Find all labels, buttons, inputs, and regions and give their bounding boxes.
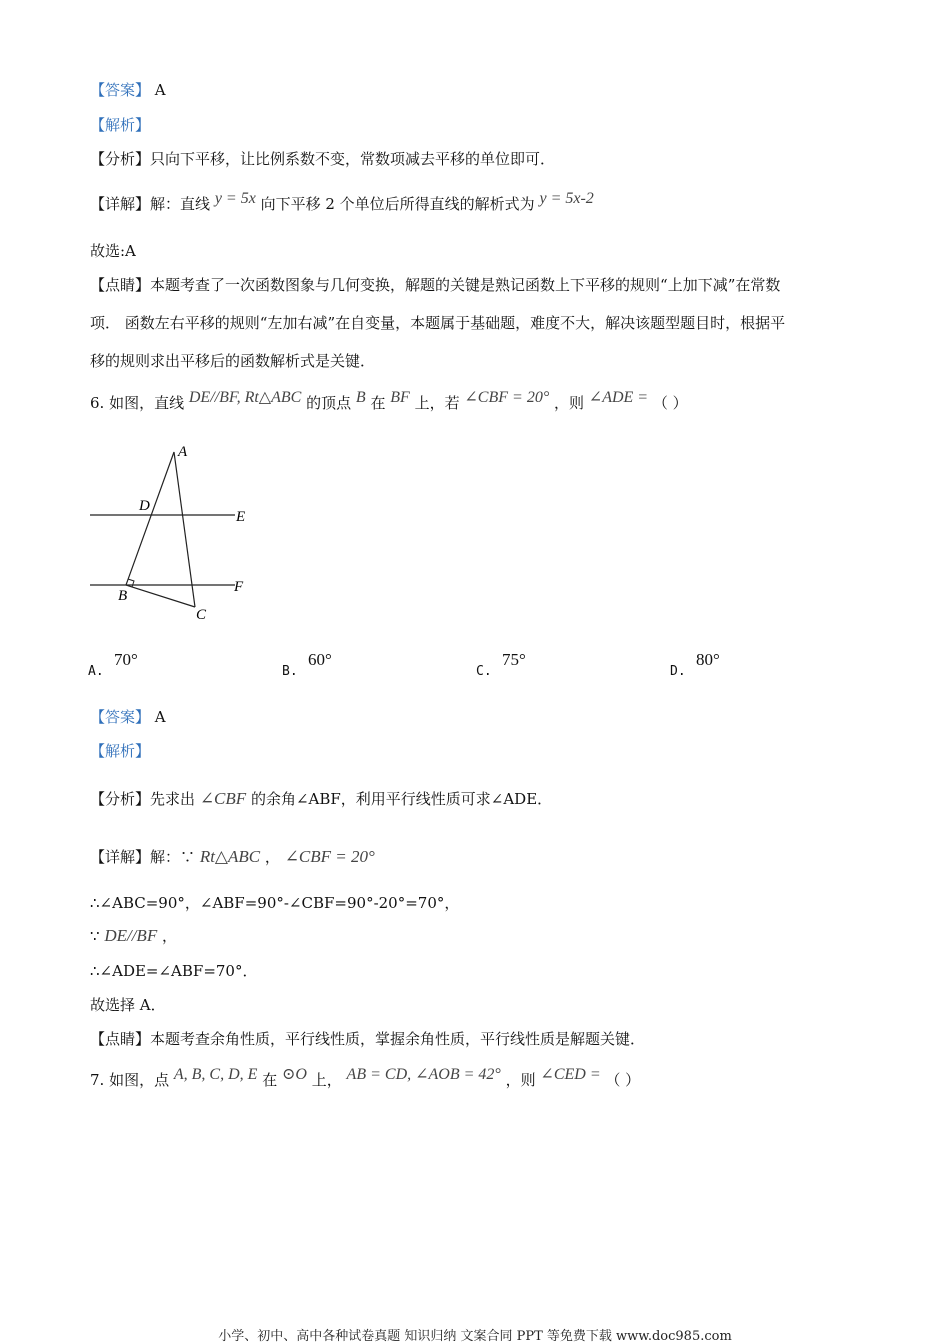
comment-text-3: 移的规则求出平移后的函数解析式是关键． <box>90 352 376 370</box>
label-e: E <box>236 509 246 525</box>
detail-expr-2b: ∠CBF = 20° <box>284 847 375 866</box>
option-b-label: B. <box>282 664 298 679</box>
analysis-line-2 <box>90 741 150 761</box>
detail-text-2b: ， <box>264 848 280 866</box>
label-c: C <box>196 607 207 623</box>
choose-line-2 <box>90 995 166 1015</box>
detail-text-a: 解：直线 <box>150 195 211 213</box>
q7-text-3: ，则 <box>505 1071 536 1089</box>
detail-tag: 【详解】 <box>90 195 151 213</box>
question-6 <box>90 389 688 414</box>
detail-line-2 <box>90 847 375 867</box>
answer-tag-2: 【答案】 <box>90 708 151 726</box>
detail-line-1 <box>90 190 594 215</box>
detail-text-b: 向下平移 2 个单位后所得直线的解析式为 <box>260 195 535 213</box>
q6-text-5: （ ） <box>652 394 688 412</box>
detail-tag-2: 【详解】 <box>90 848 151 866</box>
expr-y5x-2: y = 5x-2 <box>539 190 594 207</box>
q7-number: 7. 如图，点 <box>90 1071 170 1089</box>
expr-y5x: y = 5x <box>214 190 256 207</box>
q7-text-4: （ ） <box>605 1071 641 1089</box>
option-b-value: 60° <box>308 650 332 669</box>
segment-bc <box>126 585 195 607</box>
comment-tag-2: 【点睛】 <box>90 1030 151 1048</box>
q6-expr-3: BF <box>390 389 410 406</box>
answer-line-1 <box>90 80 166 100</box>
choose-line-1 <box>90 241 136 261</box>
q6-text-4: ，则 <box>554 394 585 412</box>
therefore-line-1 <box>90 893 459 913</box>
option-c-value: 75° <box>502 650 526 669</box>
q6-expr-1: DE//BF, Rt△ABC <box>188 389 302 406</box>
option-d-label: D. <box>670 664 686 679</box>
fenxi-expr-2: ∠CBF <box>199 789 247 808</box>
fenxi-tag-2: 【分析】 <box>90 790 151 808</box>
footer <box>0 1325 950 1344</box>
fenxi-text-2b: 的余角∠ABF，利用平行线性质可求∠ADE． <box>250 790 553 808</box>
therefore-text-1: ∴∠ABC=90°，∠ABF=90°-∠CBF=90°-20°=70°， <box>90 894 460 912</box>
q6-figure <box>80 440 260 630</box>
comment-text-1: 本题考查了一次函数图象与几何变换，解题的关键是熟记函数上下平移的规则“上加下减”在常数 <box>150 276 781 294</box>
therefore-line-2 <box>90 961 257 981</box>
answer-line-2 <box>90 707 166 727</box>
because-line <box>90 926 177 946</box>
option-c-label: C. <box>476 664 492 679</box>
question-7 <box>90 1066 641 1091</box>
therefore-text-2: ∴∠ADE=∠ABF=70°． <box>90 962 258 980</box>
comment-text-2: 本题考查余角性质，平行线性质，掌握余角性质，平行线性质是解题关键． <box>150 1030 646 1048</box>
label-d: D <box>139 498 150 514</box>
comment-line-2 <box>90 1029 645 1049</box>
q7-expr-1: A, B, C, D, E <box>173 1066 258 1083</box>
label-a: A <box>178 444 188 460</box>
comment-tag: 【点睛】 <box>90 276 151 294</box>
choose-text-2: 故选择 A． <box>90 996 166 1014</box>
label-b: B <box>118 588 128 604</box>
q7-expr-3: AB = CD, ∠AOB = 42° <box>346 1066 501 1083</box>
q6-text-2: 在 <box>370 394 386 412</box>
analysis-tag: 【解析】 <box>90 116 151 134</box>
detail-text-2a: 解：∵ <box>150 848 196 866</box>
analysis-line-1 <box>90 115 150 135</box>
q7-expr-2: ⊙O <box>282 1066 307 1083</box>
q7-text-2: 上， <box>311 1071 342 1089</box>
label-f: F <box>234 579 244 595</box>
q7-text-1: 在 <box>262 1071 278 1089</box>
q7-expr-4: ∠CED = <box>540 1066 601 1083</box>
segment-ab <box>126 452 174 585</box>
analysis-tag-2: 【解析】 <box>90 742 151 760</box>
footer-text[interactable]: 小学、初中、高中各种试卷真题 知识归纳 文案合同 PPT 等免费下载 www.doc985.com <box>218 1329 732 1344</box>
q6-text-3: 上，若 <box>414 394 460 412</box>
detail-expr-2a: Rt△ABC <box>199 847 261 866</box>
comment-line-1a <box>90 275 780 295</box>
comment-line-1c <box>90 351 375 371</box>
q6-expr-4: ∠CBF = 20° <box>464 389 550 406</box>
q6-text-1: 的顶点 <box>306 394 352 412</box>
option-a-label: A. <box>88 664 104 679</box>
answer-value-2: A <box>154 708 166 726</box>
fenxi-tag: 【分析】 <box>90 150 151 168</box>
because-comma: ， <box>162 927 178 945</box>
fenxi-text-2a: 先求出 <box>150 790 196 808</box>
comment-line-1b <box>90 313 785 333</box>
answer-value: A <box>154 81 166 99</box>
option-a-value: 70° <box>114 650 138 669</box>
fenxi-line-1 <box>90 149 555 169</box>
choose-text: 故选:A <box>90 242 136 260</box>
segment-ac <box>174 452 195 607</box>
because-expr: DE//BF <box>104 926 158 945</box>
answer-tag: 【答案】 <box>90 81 151 99</box>
q6-expr-5: ∠ADE = <box>588 389 649 406</box>
because-symbol: ∵ <box>90 927 100 945</box>
comment-text-2: 项． 函数左右平移的规则“左加右减”在自变量，本题属于基础题，难度不大，解决该题型题目时，根据平 <box>90 314 786 332</box>
fenxi-text: 只向下平移，让比例系数不变，常数项减去平移的单位即可． <box>150 150 556 168</box>
q6-number: 6. 如图，直线 <box>90 394 185 412</box>
q6-expr-2: B <box>355 389 366 406</box>
option-d-value: 80° <box>696 650 720 669</box>
fenxi-line-2 <box>90 789 552 809</box>
